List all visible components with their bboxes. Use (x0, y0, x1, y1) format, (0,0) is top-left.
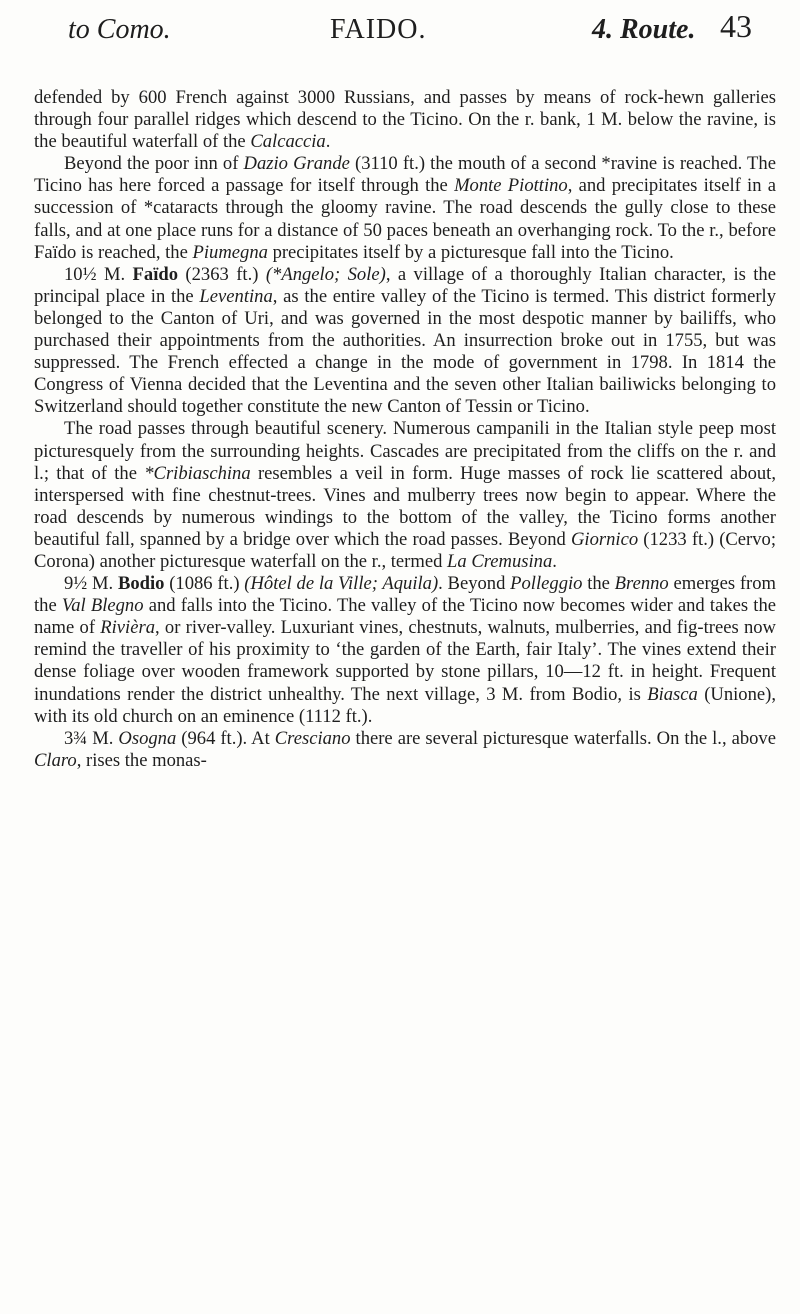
text-run: , as the entire valley of the Ticino is termed. This district formerly belonged to the Canton of Uri, and was governed in the most despotic manner by bailiffs, who purchased their appointments from the authorities. An insurrection broke out in 1755, but was suppressed. The French effected a change in the mode of government in 1798. In 1814 the Congress of Vienna decided that the Leventina and the seven other Italian bailiwicks belonging to Switzerland should together constitute the new Canton of Tessin or Ticino. (34, 285, 776, 418)
text-run: emerges from the (34, 573, 776, 617)
paragraph (34, 728, 776, 772)
italic-run: Val Blegno (61, 595, 144, 617)
italic-run: (*Angelo; Sole) (265, 263, 386, 285)
italic-run: La Cremusina (447, 550, 553, 572)
italic-run: Osogna (118, 727, 177, 749)
paragraph (34, 264, 776, 419)
text-run: there are several picturesque waterfalls. On the l., above (350, 727, 776, 749)
italic-run: *Cribiaschina (144, 462, 251, 484)
running-head-left: to Como. (68, 14, 171, 45)
paragraph (34, 87, 776, 153)
text-run: , or river-valley. Luxuriant vines, chestnuts, walnuts, mulberries, and fig-trees now remind the traveller of his proximity to ‘the garden of the Earth, fair Italy’. The vines extend their dense foliage over wooden framework supported by stone pillars, 10—12 ft. in height. Frequent inundations render the district unhealthy. The next village, 3 M. from Bodio, is (34, 617, 776, 705)
text-run: the (582, 573, 615, 595)
italic-run: Biasca (647, 683, 698, 705)
italic-run: Piumegna (192, 241, 268, 263)
text-run: (3110 ft.) the mouth of a second *ravine is reached. The Ticino has here forced a passage for itself through the (34, 153, 776, 197)
italic-run: Brenno (614, 573, 669, 595)
bold-run: Faïdo (132, 263, 179, 285)
text-run: (Unione), with its old church on an eminence (1112 ft.). (34, 683, 776, 727)
text-run: , rises the monas- (76, 749, 207, 771)
italic-run: (Hôtel de la Ville; Aquila) (244, 573, 439, 595)
italic-run: Claro (34, 749, 77, 771)
text-run: 9½ M. (64, 573, 118, 595)
text-run: (1086 ft.) (164, 573, 245, 595)
running-head-route: 4. Route. (592, 14, 696, 45)
italic-run: Giornico (570, 528, 639, 550)
body-text (34, 87, 776, 772)
text-run: (2363 ft.) (178, 263, 266, 285)
text-run: (1233 ft.) (Cervo; Corona) another picturesque waterfall on the r., termed (34, 528, 776, 572)
text-run: resembles a veil in form. Huge masses of rock lie scattered about, interspersed with fine chestnut-trees. Vines and mulberry trees now begin to appear. Where the road descends by numerous windings to the bottom of the valley, the Ticino forms another beautiful fall, spanned by a bridge over which the road passes. Beyond (34, 462, 776, 550)
page-number: 43 (720, 8, 752, 44)
text-run: and falls into the Ticino. The valley of the Ticino now becomes wider and takes the name of (34, 595, 776, 639)
italic-run: Polleggio (510, 573, 583, 595)
italic-run: Monte Piottino (454, 175, 568, 197)
text-run: 3¾ M. (64, 727, 119, 749)
text-run: . (552, 550, 557, 572)
italic-run: Leventina (199, 285, 273, 307)
paragraph (34, 573, 776, 728)
text-run: . (325, 131, 331, 153)
paragraph (34, 418, 776, 573)
text-run: . Beyond (438, 573, 511, 595)
italic-run: Dazio Grande (243, 153, 350, 175)
text-run: 10½ M. (64, 263, 133, 285)
italic-run: Rivièra (100, 617, 155, 639)
paragraph (34, 153, 776, 263)
italic-run: Calcaccia (250, 131, 326, 153)
text-run: Beyond the poor inn of (64, 153, 244, 175)
italic-run: Cresciano (274, 727, 351, 749)
running-head (68, 8, 796, 60)
text-run: defended by 600 French against 3000 Russians, and passes by means of rock-hewn galleries through four parallel ridges which descend to the Ticino. On the r. bank, 1 M. below the ravine, is the beautiful waterfall of the (34, 87, 776, 153)
text-run: The road passes through beautiful scenery. Numerous campanili in the Italian style peep most picturesquely from the surrounding heights. Cascades are precipitated from the cliffs on the r. and l.; that of the (34, 418, 776, 484)
bold-run: Bodio (117, 573, 165, 595)
text-run: , a village of a thoroughly Italian character, is the principal place in the (34, 263, 776, 307)
text-run: (964 ft.). At (176, 727, 275, 749)
running-head-title: FAIDO. (330, 14, 427, 45)
text-run: , and precipitates itself in a succession of *cataracts through the gloomy ravine. The road descends the gully close to these falls, and at one place runs for a distance of 50 paces beneath an overhanging rock. To the r., before Faïdo is reached, the (34, 175, 777, 263)
text-run: precipitates itself by a picturesque fall into the Ticino. (267, 241, 674, 263)
